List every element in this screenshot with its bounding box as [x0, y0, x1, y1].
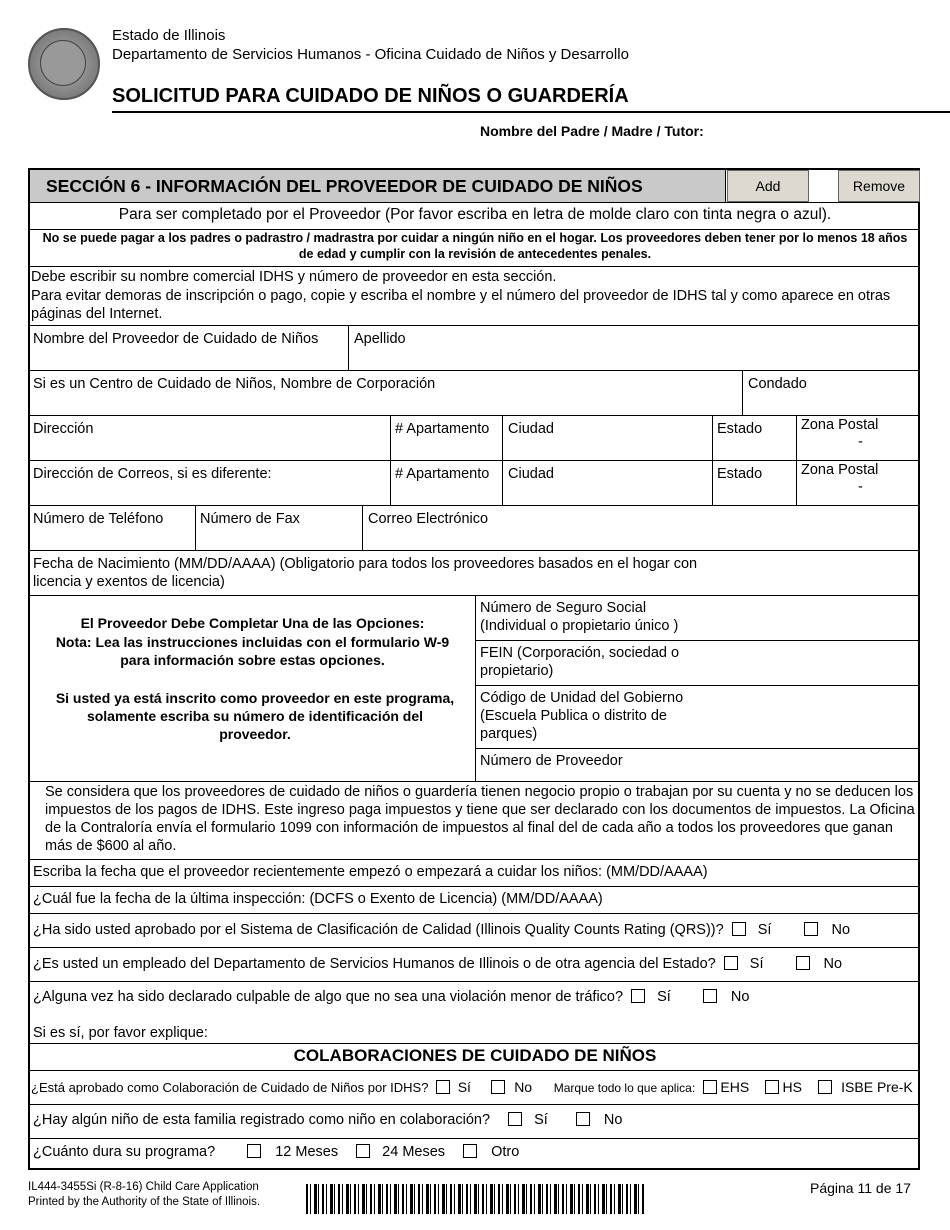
mail-apartment-field[interactable]: # Apartamento	[395, 466, 490, 482]
start-date-field[interactable]: Escriba la fecha que el proveedor recientemente empezó o empezará a cuidar los niños: (MM/DD/AAAA)	[33, 864, 708, 880]
ssn-field[interactable]: Número de Seguro Social (Individual o propietario único )	[480, 600, 679, 634]
parent-name-label: Nombre del Padre / Madre / Tutor:	[480, 123, 704, 139]
registered-yes-checkbox[interactable]	[508, 1112, 522, 1126]
guilty-question: ¿Alguna vez ha sido declarado culpable de algo que no sea una violación menor de tráfico? Sí No	[33, 989, 750, 1005]
guilty-no-checkbox[interactable]	[703, 989, 717, 1003]
state-field[interactable]: Estado	[717, 421, 763, 437]
idhs-note-2: Para evitar demoras de inscripción o pago, copie y escriba el nombre y el número del proveedor de IDHS tal y como aparece en otras páginas del Internet.	[31, 288, 891, 322]
qrs-yes-checkbox[interactable]	[732, 922, 746, 936]
collab-approved-question: ¿Está aprobado como Colaboración de Cuidado de Niños por IDHS? Sí No Marque todo lo que aplica: EHS HS ISBE Pre-K	[31, 1079, 913, 1095]
page-title: SOLICITUD PARA CUIDADO DE NIÑOS O GUARDERÍA	[112, 85, 629, 107]
explain-field[interactable]: Si es sí, por favor explique:	[33, 1025, 208, 1041]
mail-zip-dash: -	[858, 479, 863, 495]
inspection-date-field[interactable]: ¿Cuál fue la fecha de la última inspección: (DCFS o Exento de Licencia) (MM/DD/AAAA)	[33, 891, 603, 907]
provider-name-field[interactable]: Nombre del Proveedor de Cuidado de Niños	[33, 331, 319, 347]
state-name: Estado de Illinois	[112, 27, 226, 44]
guilty-yes-checkbox[interactable]	[631, 989, 645, 1003]
options-heading: El Proveedor Debe Completar Una de las Opciones:	[80, 615, 425, 631]
gov-unit-field[interactable]: Código de Unidad del Gobierno (Escuela Publica o distrito de parques)	[480, 690, 684, 742]
add-button[interactable]: Add	[727, 170, 809, 202]
mail-state-field[interactable]: Estado	[717, 466, 763, 482]
mail-zip-field[interactable]: Zona Postal	[801, 462, 879, 478]
zip-dash: -	[858, 434, 863, 450]
collab-yes-checkbox[interactable]	[436, 1080, 450, 1094]
options-note: Nota: Lea las instrucciones incluidas con el formulario W-9 para información sobre estas opciones.	[55, 634, 450, 668]
collab-title: COLABORACIONES DE CUIDADO DE NIÑOS	[293, 1046, 657, 1065]
idhs-note-1: Debe escribir su nombre comercial IDHS y número de proveedor en esta sección.	[31, 269, 557, 285]
options-enrolled-note: Si usted ya está inscrito como proveedor en este programa, solamente escriba su número de identificación del proveedor.	[55, 690, 455, 742]
section-title: SECCIÓN 6 - INFORMACIÓN DEL PROVEEDOR DE CUIDADO DE NIÑOS	[30, 170, 726, 202]
fein-field[interactable]: FEIN (Corporación, sociedad o propietario)	[480, 645, 680, 679]
email-field[interactable]: Correo Electrónico	[368, 511, 489, 527]
page-number: Página 11 de 17	[810, 1180, 911, 1196]
printed-by: Printed by the Authority of the State of Illinois.	[28, 1196, 261, 1208]
remove-button[interactable]: Remove	[838, 170, 920, 202]
zip-field[interactable]: Zona Postal	[801, 417, 879, 433]
form-id: IL444-3455Si (R-8-16) Child Care Application	[28, 1181, 259, 1193]
state-seal-logo	[28, 28, 100, 100]
barcode	[306, 1184, 646, 1214]
apartment-field[interactable]: # Apartamento	[395, 421, 490, 437]
county-field[interactable]: Condado	[748, 376, 807, 392]
city-field[interactable]: Ciudad	[508, 421, 554, 437]
department-name: Departamento de Servicios Humanos - Oficina Cuidado de Niños y Desarrollo	[112, 46, 629, 63]
fax-field[interactable]: Número de Fax	[200, 511, 300, 527]
dob-field[interactable]: Fecha de Nacimiento (MM/DD/AAAA) (Obligatorio para todos los proveedores basados en el hogar con licencia y exentos de licencia)	[33, 556, 698, 590]
provider-number-field[interactable]: Número de Proveedor	[480, 753, 623, 769]
program-duration-question: ¿Cuánto dura su programa? 12 Meses 24 Meses Otro	[33, 1144, 520, 1160]
qrs-question: ¿Ha sido usted aprobado por el Sistema de Clasificación de Calidad (Illinois Quality Counts Rating (QRS))? Sí No	[33, 922, 851, 938]
mail-city-field[interactable]: Ciudad	[508, 466, 554, 482]
duration-other-checkbox[interactable]	[463, 1144, 477, 1158]
collab-registered-question: ¿Hay algún niño de esta familia registrado como niño en colaboración? Sí No	[33, 1112, 623, 1128]
mail-address-field[interactable]: Dirección de Correos, si es diferente:	[33, 466, 272, 482]
registered-no-checkbox[interactable]	[576, 1112, 590, 1126]
ehs-checkbox[interactable]	[703, 1080, 717, 1094]
title-rule	[112, 111, 950, 113]
notice-text: No se puede pagar a los padres o padrastro / madrastra por cuidar a ningún niño en el hogar. Los proveedores deben tener por lo menos 18 años de edad y cumplir con la revisión de antecedentes penales.	[42, 231, 908, 261]
duration-24-checkbox[interactable]	[356, 1144, 370, 1158]
employee-question: ¿Es usted un empleado del Departamento de Servicios Humanos de Illinois o de otra agencia del Estado? Sí No	[33, 956, 843, 972]
collab-no-checkbox[interactable]	[491, 1080, 505, 1094]
employee-no-checkbox[interactable]	[796, 956, 810, 970]
phone-field[interactable]: Número de Teléfono	[33, 511, 164, 527]
duration-12-checkbox[interactable]	[247, 1144, 261, 1158]
isbe-checkbox[interactable]	[818, 1080, 832, 1094]
qrs-no-checkbox[interactable]	[804, 922, 818, 936]
employee-yes-checkbox[interactable]	[724, 956, 738, 970]
tax-note: Se considera que los proveedores de cuidado de niños o guardería tienen negocio propio o trabajan por su cuenta y no se deducen los impuestos de los pagos de IDHS. Este ingreso paga impuestos y tiene que ser declarado con los documentos de impuestos. La Oficina de la Contraloría envía el formulario 1099 con información de impuestos al final del de cada año a todos los proveedores que ganan más de $600 al año.	[45, 784, 915, 854]
corporation-name-field[interactable]: Si es un Centro de Cuidado de Niños, Nombre de Corporación	[33, 376, 436, 392]
address-field[interactable]: Dirección	[33, 421, 94, 437]
instructions-text: Para ser completado por el Proveedor (Por favor escriba en letra de molde claro con tinta negra o azul).	[118, 206, 832, 223]
last-name-field[interactable]: Apellido	[354, 331, 406, 347]
hs-checkbox[interactable]	[765, 1080, 779, 1094]
